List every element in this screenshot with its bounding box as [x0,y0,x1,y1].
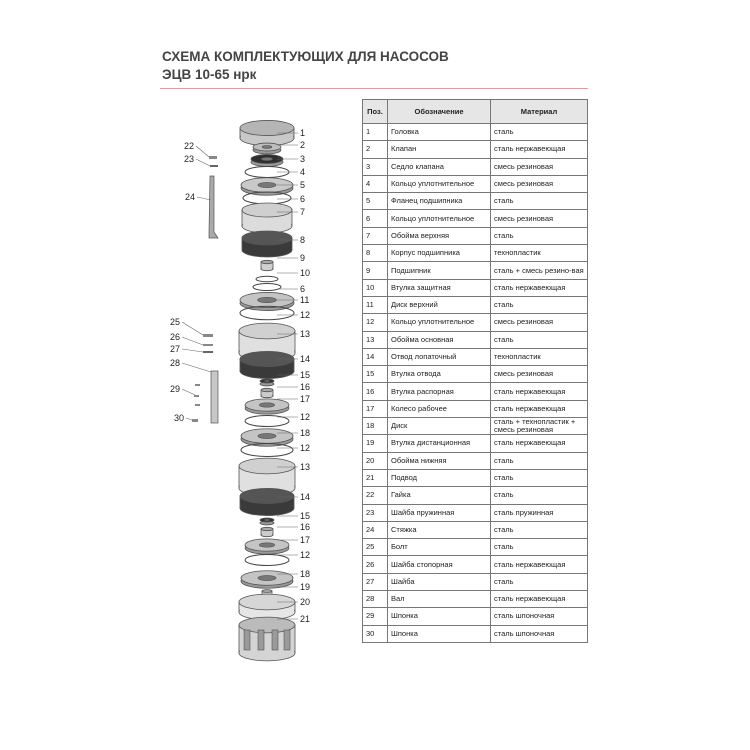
cell-pos: 3 [363,158,388,175]
table-row [363,141,588,158]
callout-label-12: 12 [300,310,311,320]
key-29-icon-b [194,395,199,397]
callout-label-15: 15 [300,370,311,380]
callout-label-21: 21 [300,614,311,624]
disc-hole [265,380,270,381]
table-row [363,314,588,331]
disc-hole [258,575,276,580]
callout-label-27: 27 [170,344,181,354]
table-row [363,227,588,244]
cell-material: сталь [491,296,588,313]
part-valve [253,143,281,154]
ring [253,284,281,291]
header-material: Материал [491,100,588,124]
cell-material: сталь + смесь резино-вая [491,262,588,279]
cell-name: Седло клапана [388,158,491,175]
cell-material: сталь + технопластик + смесь резиновая [491,418,588,435]
cell-pos: 1 [363,124,388,141]
part-diffuser-1 [240,351,294,378]
cell-name: Гайка [388,487,491,504]
cell-name: Колесо рабочее [388,400,491,417]
cell-pos: 13 [363,331,388,348]
callout-label-10: 10 [300,268,311,278]
table-row [363,521,588,538]
cell-name: Втулка защитная [388,279,491,296]
cell-name: Шпонка [388,625,491,642]
exploded-pump-diagram [0,0,360,750]
cell-name: Диск верхний [388,296,491,313]
cell-pos: 9 [363,262,388,279]
leader-line [182,322,203,335]
callout-label-29: 29 [170,384,181,394]
cell-material: сталь [491,452,588,469]
cell-material: сталь [491,539,588,556]
callout-label-20: 20 [300,597,311,607]
part-o-ring-6b [253,284,281,291]
cell-pos: 28 [363,591,388,608]
disc-hole [259,543,274,547]
cell-pos: 5 [363,193,388,210]
cell-name: Обойма нижняя [388,452,491,469]
disc-hole [259,403,274,407]
part-top [239,458,295,474]
table-row [363,591,588,608]
callout-label-3: 3 [300,154,306,164]
table-row [363,262,588,279]
callout-label-4: 4 [300,167,306,177]
cell-name: Кольцо уплотнительное [388,210,491,227]
cell-pos: 6 [363,210,388,227]
callout-label-12: 12 [300,443,311,453]
table-row [363,124,588,141]
cell-name: Подшипник [388,262,491,279]
key-30-icon [192,419,198,422]
cell-material: сталь пружинная [491,504,588,521]
table-row [363,504,588,521]
part-upper-sleeve [242,203,292,233]
disc-hole [258,182,276,187]
table-row [363,418,588,435]
table-row [363,383,588,400]
inlet-rib [258,630,264,650]
part-impeller-1 [245,399,289,414]
table-row [363,366,588,383]
lock-washer-icon [203,344,213,346]
part-disc-18b [241,571,293,589]
cell-material: сталь нержавеющая [491,383,588,400]
table-row [363,573,588,590]
cell-pos: 17 [363,400,388,417]
cell-pos: 16 [363,383,388,400]
cell-name: Клапан [388,141,491,158]
cell-material: сталь [491,193,588,210]
callout-label-12: 12 [300,550,311,560]
cell-pos: 29 [363,608,388,625]
washer-icon [203,351,213,353]
cell-material: сталь [491,227,588,244]
cell-pos: 24 [363,521,388,538]
table-header-row [363,100,588,124]
cell-material: смесь резиновая [491,158,588,175]
callout-label-23: 23 [184,154,195,164]
part-bearing-flange [241,178,293,196]
leader-line [182,389,195,395]
part-lower-sleeve [239,594,295,620]
table-row [363,608,588,625]
cell-name: Корпус подшипника [388,245,491,262]
table-row [363,469,588,486]
part-top [242,231,292,245]
header-name: Обозначение [388,100,491,124]
cell-name: Шайба [388,573,491,590]
part-top [261,527,273,530]
cell-material: сталь нержавеющая [491,141,588,158]
cell-pos: 20 [363,452,388,469]
part-top [239,323,295,339]
callout-label-28: 28 [170,358,181,368]
callout-label-17: 17 [300,535,311,545]
callout-label-12: 12 [300,412,311,422]
cell-material: смесь резиновая [491,175,588,192]
table-row [363,331,588,348]
cell-material: сталь шпоночная [491,625,588,642]
disc-hole [262,146,272,149]
header-pos: Поз. [363,100,388,124]
part-spacer-1 [261,388,273,397]
cell-name: Кольцо уплотнительное [388,175,491,192]
cell-name: Вал [388,591,491,608]
callout-label-25: 25 [170,317,181,327]
leader-line [197,197,211,200]
part-spacer-2 [261,527,273,536]
part-top [240,488,294,503]
callout-label-18: 18 [300,428,311,438]
inlet-rib [284,630,290,650]
cell-name: Фланец подшипника [388,193,491,210]
part-bearing [261,260,273,270]
key-29-icon-a [195,384,200,386]
table-row [363,539,588,556]
callout-label-19: 19 [300,582,311,592]
callout-label-13: 13 [300,462,311,472]
part-diffuser-bush-2 [260,518,274,525]
key-29-icon-c [195,404,200,406]
bolt-icon [203,334,213,337]
cell-name: Болт [388,539,491,556]
cell-material: сталь нержавеющая [491,556,588,573]
leader-line [196,159,210,166]
callout-label-26: 26 [170,332,181,342]
shaft-icon [211,371,218,423]
disc-hole [265,519,270,520]
ring [256,276,278,282]
part-valve-seat [251,155,283,167]
cell-pos: 21 [363,469,388,486]
cell-pos: 7 [363,227,388,244]
disc-hole [258,433,276,438]
cell-name: Головка [388,124,491,141]
cell-pos: 23 [363,504,388,521]
table-row [363,279,588,296]
inlet-rib [272,630,278,650]
callout-label-7: 7 [300,207,306,217]
cell-material: сталь нержавеющая [491,591,588,608]
cell-name: Отвод лопаточный [388,348,491,365]
cell-pos: 14 [363,348,388,365]
callout-label-16: 16 [300,382,311,392]
cell-name: Стяжка [388,521,491,538]
cell-pos: 4 [363,175,388,192]
callout-labels [170,128,310,624]
cell-name: Диск [388,418,491,435]
callout-label-1: 1 [300,128,306,138]
callout-label-14: 14 [300,354,311,364]
cell-material: сталь [491,331,588,348]
cell-material: сталь [491,521,588,538]
cell-name: Шайба пружинная [388,504,491,521]
callout-label-8: 8 [300,235,306,245]
callout-label-2: 2 [300,140,306,150]
callout-label-16: 16 [300,522,311,532]
leader-line [186,418,192,420]
leader-line [196,146,209,157]
cell-pos: 11 [363,296,388,313]
cell-name: Шпонка [388,608,491,625]
cell-pos: 19 [363,435,388,452]
callout-label-14: 14 [300,492,311,502]
cell-pos: 8 [363,245,388,262]
title-line-2: ЭЦВ 10-65 нрк [162,67,257,82]
cell-name: Обойма основная [388,331,491,348]
cell-pos: 12 [363,314,388,331]
ring [245,555,289,566]
table-row [363,175,588,192]
title-line-1: СХЕМА КОМПЛЕКТУЮЩИХ ДЛЯ НАСОСОВ [162,49,449,64]
cell-name: Втулка распорная [388,383,491,400]
callout-label-30: 30 [174,413,185,423]
table-row [363,435,588,452]
cell-pos: 2 [363,141,388,158]
table-row [363,210,588,227]
cell-pos: 22 [363,487,388,504]
callout-label-6: 6 [300,284,306,294]
tie-rod-icon [209,176,218,238]
table-row [363,245,588,262]
table-row [363,193,588,210]
part-diffuser-2 [240,488,294,515]
table-row [363,556,588,573]
cell-material: смесь резиновая [491,314,588,331]
table-row [363,625,588,642]
cell-pos: 10 [363,279,388,296]
cell-pos: 30 [363,625,388,642]
cell-material: сталь [491,469,588,486]
table-row [363,400,588,417]
parts-table [362,99,588,643]
disc-hole [261,157,272,160]
callout-label-24: 24 [185,192,196,202]
cell-material: сталь нержавеющая [491,400,588,417]
leader-line [182,363,211,372]
nut-icon [209,156,217,159]
callout-label-9: 9 [300,253,306,263]
cell-name: Подвод [388,469,491,486]
table-row [363,158,588,175]
cell-material: сталь [491,487,588,504]
part-diffuser-bush-1 [260,379,274,386]
callout-label-13: 13 [300,329,311,339]
cell-material: смесь резиновая [491,210,588,227]
part-bearing-housing [242,231,292,257]
cell-name: Обойма верхняя [388,227,491,244]
cell-material: сталь нержавеющая [491,435,588,452]
part-protective-bush [256,276,278,282]
part-top [261,388,273,391]
part-top [261,260,273,263]
part-top [242,203,292,217]
table-row [363,348,588,365]
cell-material: сталь нержавеющая [491,279,588,296]
table-row [363,487,588,504]
spring-washer-icon [210,165,218,167]
cell-name: Кольцо уплотнительное [388,314,491,331]
cell-pos: 15 [363,366,388,383]
table-row [363,296,588,313]
cell-material: сталь шпоночная [491,608,588,625]
cell-name: Втулка дистанционная [388,435,491,452]
callout-label-6: 6 [300,194,306,204]
cell-pos: 25 [363,539,388,556]
callout-label-11: 11 [300,295,310,305]
cell-name: Шайба стопорная [388,556,491,573]
parts-artwork [192,120,295,660]
cell-pos: 27 [363,573,388,590]
cell-name: Втулка отвода [388,366,491,383]
table-row [363,452,588,469]
cell-pos: 18 [363,418,388,435]
callout-label-17: 17 [300,394,311,404]
callout-label-5: 5 [300,180,306,190]
callout-label-15: 15 [300,511,311,521]
leader-line [182,349,203,352]
part-o-ring-12d [245,555,289,566]
cell-material: смесь резиновая [491,366,588,383]
cell-material: сталь [491,124,588,141]
part-impeller-2 [245,539,289,554]
callout-label-18: 18 [300,569,311,579]
cell-material: сталь [491,573,588,590]
cell-material: технопластик [491,348,588,365]
leader-line [182,337,203,345]
cell-material: технопластик [491,245,588,262]
cell-pos: 26 [363,556,388,573]
part-top [262,590,272,593]
inlet-rib [244,630,250,650]
callout-label-22: 22 [184,141,195,151]
disc-hole [258,297,277,302]
